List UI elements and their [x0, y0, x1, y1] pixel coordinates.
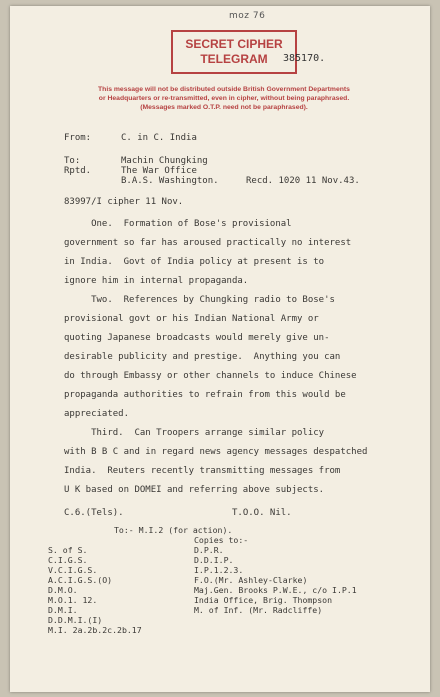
body-line: with B B C and in regard news agency messages despatched	[64, 447, 368, 457]
distribution-right: I.P.1.2.3.	[194, 565, 244, 575]
copies-label: Copies to:-	[194, 535, 249, 545]
to-label: To:	[64, 156, 81, 166]
notice-line-2: or Headquarters or re-transmitted, even in cipher, without being paraphrased.	[98, 95, 350, 102]
notice-line-1: This message will not be distributed outside British Government Departments	[98, 86, 350, 93]
body-line: propaganda authorities to refrain from this would be	[64, 390, 346, 400]
distribution-right: D.D.I.P.	[194, 555, 234, 565]
secret-cipher-stamp	[171, 30, 297, 74]
distribution-right: Maj.Gen. Brooks P.W.E., c/o I.P.1	[194, 585, 357, 595]
serial-number: 385170.	[283, 53, 326, 64]
distribution-left: M.I. 2a.2b.2c.2b.17	[48, 625, 142, 635]
distribution-left: D.D.M.I.(I)	[48, 615, 103, 625]
received-time: Recd. 1020 11 Nov.43.	[246, 176, 360, 186]
stamp-line-1: SECRET CIPHER	[185, 37, 283, 51]
from-value: C. in C. India	[121, 133, 197, 143]
footer-too: T.O.O. Nil.	[232, 508, 292, 518]
stamp-line-2: TELEGRAM	[200, 52, 268, 66]
body-line: Two. References by Chungking radio to Bose's	[64, 295, 335, 305]
body-line: U K based on DOMEI and referring above subjects.	[64, 485, 325, 495]
body-line: Third. Can Troopers arrange similar policy	[64, 428, 325, 438]
distribution-right: F.O.(Mr. Ashley-Clarke)	[194, 575, 308, 585]
distribution-left: C.I.G.S.	[48, 555, 88, 565]
distribution-right: M. of Inf. (Mr. Radcliffe)	[194, 605, 323, 615]
body-line: government so far has aroused practically no interest	[64, 238, 352, 248]
distribution-right: India Office, Brig. Thompson	[194, 595, 333, 605]
distribution-left: S. of S.	[48, 545, 88, 555]
distribution-left: D.M.I.	[48, 605, 78, 615]
body-line: provisional govt or his Indian National Army or	[64, 314, 319, 324]
rptd-line-1: The War Office	[121, 166, 197, 176]
notice-line-3: (Messages marked O.T.P. need not be paraphrased).	[140, 104, 308, 111]
rptd-line-2: B.A.S. Washington.	[121, 176, 219, 186]
telegram-page	[10, 6, 430, 692]
rptd-label: Rptd.	[64, 166, 92, 176]
distribution-notice	[50, 85, 398, 112]
body-line: quoting Japanese broadcasts would merely give un-	[64, 333, 330, 343]
body-line: do through Embassy or other channels to induce Chinese	[64, 371, 357, 381]
body-line: One. Formation of Bose's provisional	[64, 219, 292, 229]
body-line: ignore him in internal propaganda.	[64, 276, 249, 286]
distribution-to: To:- M.I.2 (for action).	[114, 525, 233, 535]
distribution-left: D.M.O.	[48, 585, 78, 595]
body-line: desirable publicity and prestige. Anything you can	[64, 352, 341, 362]
body-line: in India. Govt of India policy at present is to	[64, 257, 325, 267]
from-label: From:	[64, 133, 92, 143]
body-line: India. Reuters recently transmitting messages from	[64, 466, 341, 476]
distribution-left: A.C.I.G.S.(O)	[48, 575, 113, 585]
footer-tels: C.6.(Tels).	[64, 508, 124, 518]
to-value: Machin Chungking	[121, 156, 208, 166]
cipher-reference: 83997/I cipher 11 Nov.	[64, 197, 184, 207]
handwritten-reference: moz 76	[229, 11, 266, 21]
body-line: appreciated.	[64, 409, 130, 419]
distribution-right: D.P.R.	[194, 545, 224, 555]
distribution-left: V.C.I.G.S.	[48, 565, 98, 575]
distribution-left: M.O.1. 12.	[48, 595, 98, 605]
